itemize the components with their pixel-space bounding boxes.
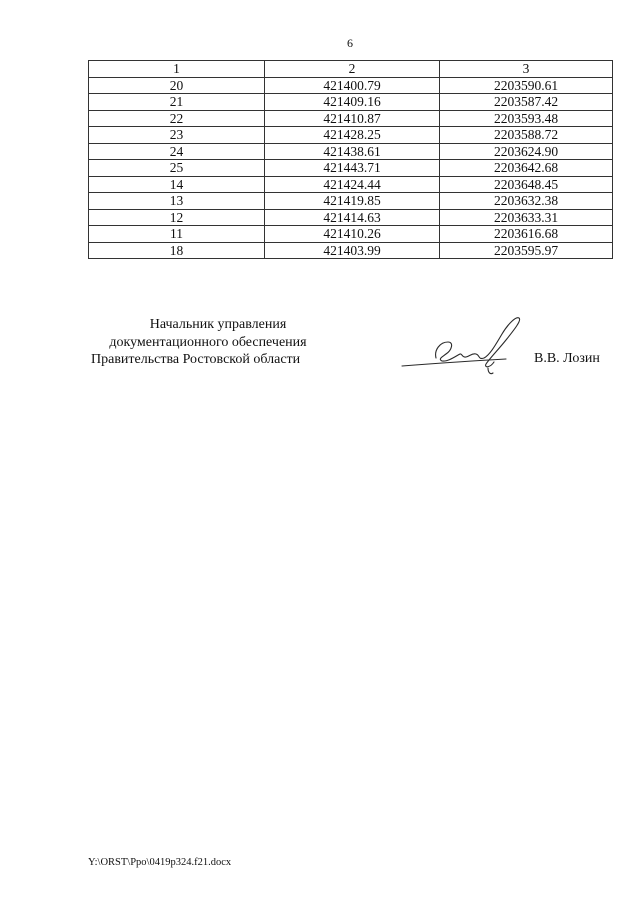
point-number-cell: 14 — [89, 176, 265, 193]
table-row — [89, 176, 613, 193]
y-coordinate-cell: 2203642.68 — [440, 160, 613, 177]
point-number-cell: 23 — [89, 127, 265, 144]
x-coordinate-cell: 421403.99 — [265, 242, 440, 259]
x-coordinate-cell: 421419.85 — [265, 193, 440, 210]
table-row — [89, 242, 613, 259]
table-row — [89, 143, 613, 160]
y-coordinate-cell: 2203595.97 — [440, 242, 613, 259]
x-coordinate-cell: 421410.87 — [265, 110, 440, 127]
page-number: 6 — [347, 36, 353, 50]
signatory-title-line: Правительства Ростовской области — [91, 352, 301, 367]
point-number-cell: 18 — [89, 242, 265, 259]
y-coordinate-cell: 2203648.45 — [440, 176, 613, 193]
point-number-cell: 13 — [89, 193, 265, 210]
x-coordinate-cell: 421400.79 — [265, 77, 440, 94]
x-coordinate-cell: 421409.16 — [265, 94, 440, 111]
point-number-cell: 22 — [89, 110, 265, 127]
handwritten-signature — [398, 310, 528, 382]
y-coordinate-cell: 2203590.61 — [440, 77, 613, 94]
table-row — [89, 77, 613, 94]
point-number-cell: 21 — [89, 94, 265, 111]
table-row — [89, 110, 613, 127]
x-coordinate-cell: 421414.63 — [265, 209, 440, 226]
point-number-cell: 24 — [89, 143, 265, 160]
column-header-3: 3 — [440, 61, 613, 78]
y-coordinate-cell: 2203587.42 — [440, 94, 613, 111]
table-row — [89, 226, 613, 243]
table-row — [89, 94, 613, 111]
column-header-1: 1 — [89, 61, 265, 78]
x-coordinate-cell: 421410.26 — [265, 226, 440, 243]
table-row — [89, 209, 613, 226]
x-coordinate-cell: 421428.25 — [265, 127, 440, 144]
column-header-2: 2 — [265, 61, 440, 78]
signatory-name: В.В. Лозин — [534, 351, 600, 366]
y-coordinate-cell: 2203632.38 — [440, 193, 613, 210]
point-number-cell: 12 — [89, 209, 265, 226]
y-coordinate-cell: 2203588.72 — [440, 127, 613, 144]
x-coordinate-cell: 421424.44 — [265, 176, 440, 193]
signatory-title-line: Начальник управления — [149, 317, 287, 332]
signatory-title-line: документационного обеспечения — [109, 334, 307, 350]
y-coordinate-cell: 2203633.31 — [440, 209, 613, 226]
y-coordinate-cell: 2203624.90 — [440, 143, 613, 160]
y-coordinate-cell: 2203616.68 — [440, 226, 613, 243]
table-row — [89, 193, 613, 210]
x-coordinate-cell: 421443.71 — [265, 160, 440, 177]
point-number-cell: 20 — [89, 77, 265, 94]
table-row — [89, 160, 613, 177]
signatory-title — [88, 316, 328, 369]
document-file-path: Y:\ORST\Ppo\0419p324.f21.docx — [88, 857, 232, 868]
x-coordinate-cell: 421438.61 — [265, 143, 440, 160]
table-row — [89, 127, 613, 144]
coordinates-table — [88, 60, 613, 259]
point-number-cell: 25 — [89, 160, 265, 177]
table-header-row — [89, 61, 613, 78]
y-coordinate-cell: 2203593.48 — [440, 110, 613, 127]
point-number-cell: 11 — [89, 226, 265, 243]
